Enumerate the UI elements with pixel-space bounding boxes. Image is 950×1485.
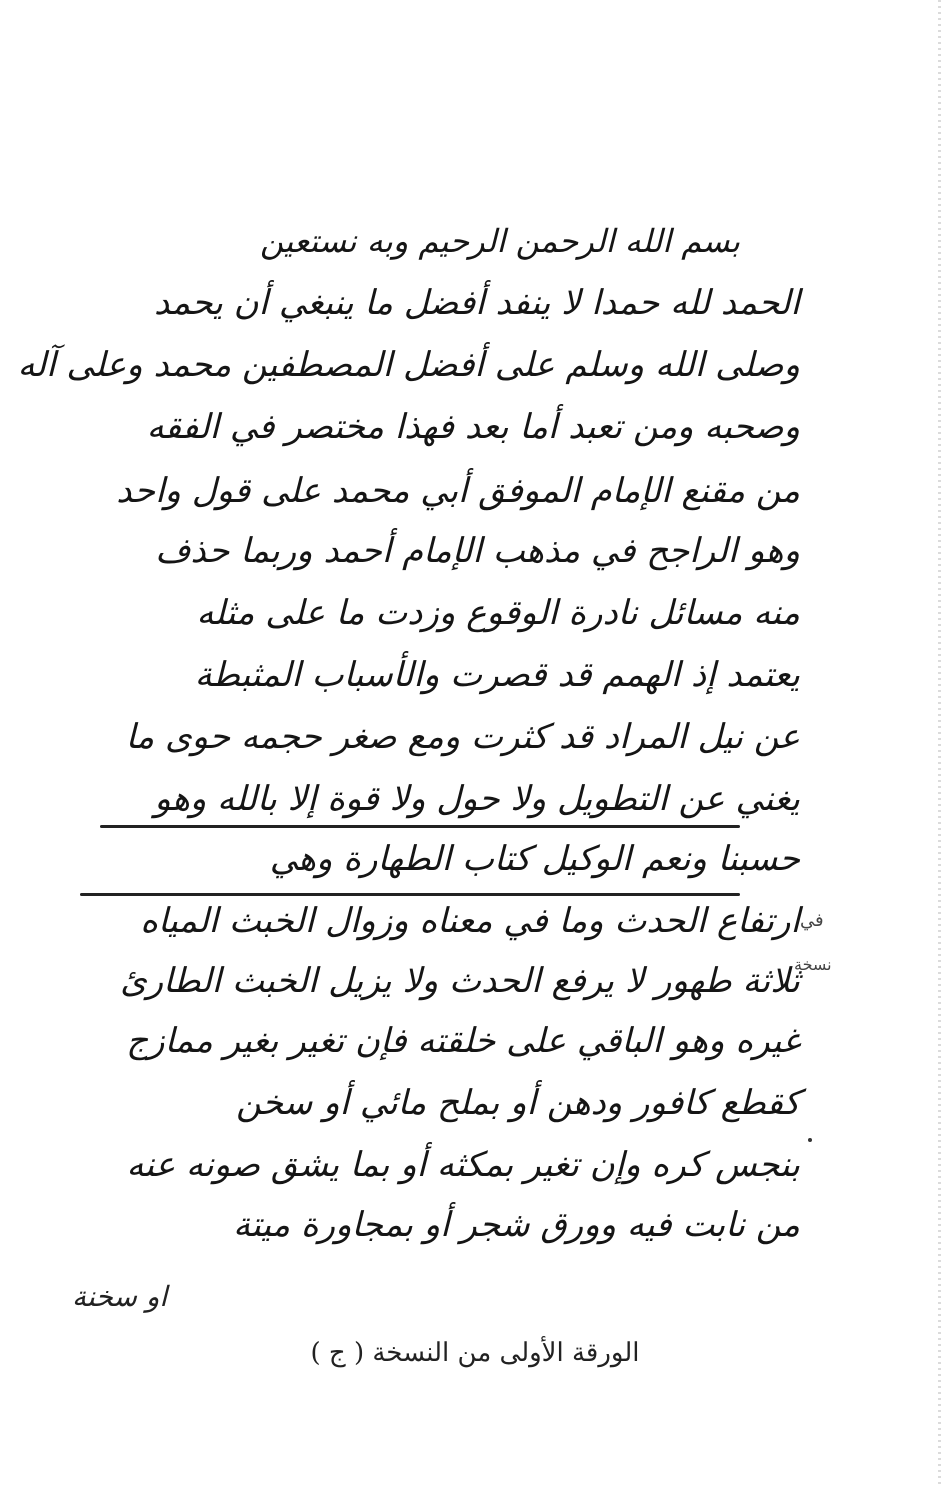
manuscript-line: وصحبه ومن تعبد أما بعد فهذا مختصر في الفقه (146, 407, 800, 447)
heading-underline (80, 893, 740, 896)
manuscript-line: بنجس كره وإن تغير بمكثه أو بما يشق صونه عنه (126, 1145, 800, 1185)
manuscript-line: يعتمد إذ الهمم قد قصرت والأسباب المثبطة (194, 655, 800, 695)
manuscript-line: وصلى الله وسلم على أفضل المصطفين محمد وعلى آله (17, 345, 800, 385)
manuscript-line: ارتفاع الحدث وما في معناه وزوال الخبث المياه (140, 901, 800, 941)
margin-note: في (800, 910, 824, 931)
ink-dot (808, 1138, 812, 1142)
manuscript-text-block (17, 215, 800, 1315)
manuscript-line: من مقنع الإمام الموفق أبي محمد على قول واحد (116, 471, 800, 511)
manuscript-line: ثلاثة طهور لا يرفع الحدث ولا يزيل الخبث الطارئ (120, 961, 800, 1001)
page-caption: الورقة الأولى من النسخة ( ج ) (310, 1338, 640, 1368)
bottom-margin-note: او سخنة (72, 1280, 168, 1313)
manuscript-line: كقطع كافور ودهن أو بملح مائي أو سخن (236, 1083, 800, 1123)
manuscript-line: بسم الله الرحمن الرحيم وبه نستعين (259, 222, 740, 260)
manuscript-line: منه مسائل نادرة الوقوع وزدت ما على مثله (196, 593, 800, 633)
heading-underline (100, 825, 740, 828)
manuscript-line: حسبنا ونعم الوكيل كتاب الطهارة وهي (269, 839, 800, 879)
manuscript-line: عن نيل المراد قد كثرت ومع صغر حجمه حوى ما (125, 717, 800, 757)
manuscript-line: وهو الراجح في مذهب الإمام أحمد وربما حذف (155, 531, 800, 571)
manuscript-line: يغني عن التطويل ولا حول ولا قوة إلا بالله وهو (154, 779, 800, 819)
page-edge-mark (938, 0, 941, 1485)
manuscript-line: غيره وهو الباقي على خلقته فإن تغير بغير ممازج (126, 1021, 800, 1061)
margin-note: نسخة (794, 955, 832, 974)
manuscript-line: من نابت فيه وورق شجر أو بمجاورة ميتة (233, 1205, 800, 1245)
manuscript-line: الحمد لله حمدا لا ينفد أفضل ما ينبغي أن يحمد (153, 283, 800, 323)
